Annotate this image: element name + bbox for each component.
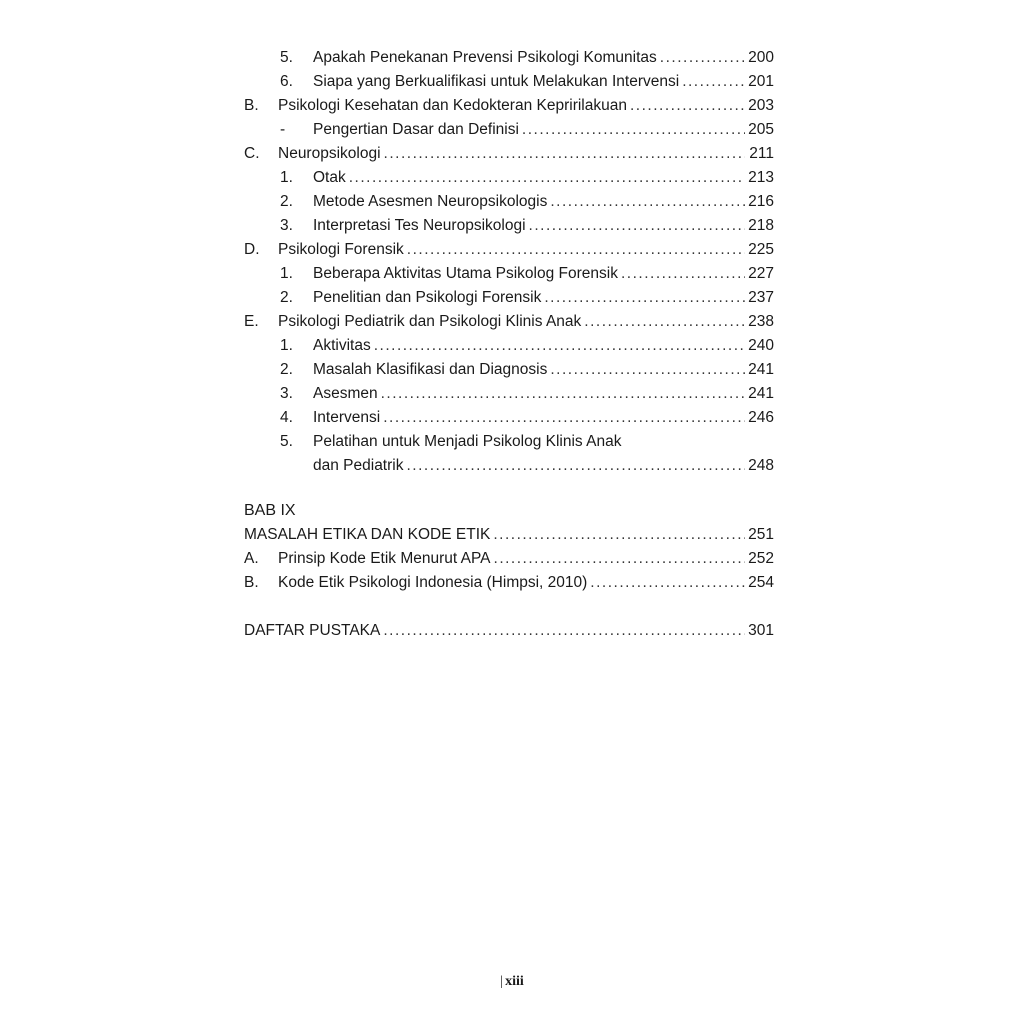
toc-entry-page: 218 [745,214,774,238]
toc-entry [244,286,774,310]
toc-entry-title: Metode Asesmen Neuropsikologis [313,190,550,214]
toc-dot-leader [544,286,745,310]
toc-entry-number: 4. [280,409,293,426]
toc-entry-number: 5. [280,433,293,450]
toc-entry-title: Otak [313,166,349,190]
toc-entry [244,454,774,478]
toc-entry-line [313,214,774,238]
toc-entry-page: 213 [745,166,774,190]
toc-entry-line [313,358,774,382]
toc-entry-title: Masalah Klasifikasi dan Diagnosis [313,358,550,382]
page-number-roman: xiii [505,974,524,989]
toc-dot-leader [660,46,745,70]
toc-entry-title: Interpretasi Tes Neuropsikologi [313,214,529,238]
toc-dot-leader [584,310,745,334]
toc-entry-page: 252 [745,547,774,571]
toc-entry-page: 216 [745,190,774,214]
toc-entry-page: 248 [745,454,774,478]
toc-entry-number: 1. [280,169,293,186]
toc-entry-page: 200 [745,46,774,70]
toc-entry [244,547,774,571]
toc-entry-number: E. [244,313,259,330]
toc-entry-number: 1. [280,265,293,282]
toc-entry-number: 3. [280,385,293,402]
toc-dot-leader [682,70,745,94]
toc-entry-line [278,310,774,334]
toc-entry-title: Beberapa Aktivitas Utama Psikolog Forensik [313,262,621,286]
toc-dot-leader [406,454,745,478]
toc-dot-leader [407,238,745,262]
toc-entry-title: Siapa yang Berkualifikasi untuk Melakukan Intervensi [313,70,682,94]
toc-entry-page: 251 [745,523,774,547]
toc-entry [244,238,774,262]
toc-entry-title: Intervensi [313,406,383,430]
toc-entry [244,358,774,382]
toc-entry [244,142,774,166]
toc-entry-line [244,523,774,547]
toc-entry [244,262,774,286]
toc-entry-number: - [280,121,286,138]
toc-entry-number: 2. [280,361,293,378]
toc-entry-line [313,406,774,430]
toc-entry-title: DAFTAR PUSTAKA [244,619,383,643]
toc-entry [244,334,774,358]
toc-entry-page: 205 [745,118,774,142]
toc-dot-leader [529,214,745,238]
toc-dot-leader [349,166,745,190]
toc-entry-page: 301 [745,619,774,643]
toc-entry-page: 211 [745,142,774,166]
toc-entry-line [313,382,774,406]
toc-entry-page: 227 [745,262,774,286]
toc-entry [244,523,774,547]
toc-dot-leader [630,94,745,118]
toc-dot-leader [383,619,745,643]
toc-entry-title: Kode Etik Psikologi Indonesia (Himpsi, 2010) [278,571,590,595]
toc-dot-leader [621,262,745,286]
toc-entry [244,70,774,94]
toc-dot-leader [493,523,745,547]
toc-dot-leader [550,190,745,214]
toc-entry-page: 241 [745,358,774,382]
toc-entry [244,430,774,454]
toc-entry-title: Psikologi Forensik [278,238,407,262]
toc-dot-leader [550,358,745,382]
toc-entry [244,382,774,406]
toc-entry-title: Apakah Penekanan Prevensi Psikologi Komunitas [313,46,660,70]
toc-entry-number: 5. [280,49,293,66]
toc-entry-line [244,619,774,643]
toc-dot-leader [522,118,745,142]
toc-entry-number: C. [244,145,260,162]
toc-entry-page: 203 [745,94,774,118]
toc-entry [244,46,774,70]
toc-dot-leader [384,142,745,166]
toc-entry-line [313,46,774,70]
toc-bibliography-section [244,619,774,643]
toc-entry-page: 201 [745,70,774,94]
toc-entry-line [313,70,774,94]
toc-entry-title: Psikologi Pediatrik dan Psikologi Klinis Anak [278,310,584,334]
toc-entry-number: 6. [280,73,293,90]
toc-entry-page: 237 [745,286,774,310]
toc-entry-line [313,334,774,358]
toc-entry-line [313,166,774,190]
toc-entry-page: 225 [745,238,774,262]
toc-entry [244,166,774,190]
toc-entry-title: Asesmen [313,382,381,406]
toc-entry-line [278,571,774,595]
toc-dot-leader [374,334,745,358]
toc-entry-page: 246 [745,406,774,430]
toc-entry-title: Neuropsikologi [278,142,384,166]
toc-entry [244,406,774,430]
toc-entry-number: 2. [280,289,293,306]
toc-entry-page: 241 [745,382,774,406]
toc-entry-title: Psikologi Kesehatan dan Kedokteran Kepririlakuan [278,94,630,118]
toc-entry-number: B. [244,574,259,591]
toc-entry-line [278,547,774,571]
toc-entry-title: Prinsip Kode Etik Menurut APA [278,547,494,571]
toc-entry-line [313,262,774,286]
toc-entry-line [278,142,774,166]
toc-entry-number: B. [244,97,259,114]
toc-entry-page: 238 [745,310,774,334]
toc-entry [244,214,774,238]
toc-entry-title: MASALAH ETIKA DAN KODE ETIK [244,523,493,547]
toc-entry-line [313,286,774,310]
toc-entry-line [313,454,774,478]
toc-dot-leader [494,547,745,571]
toc-entry-number: 2. [280,193,293,210]
toc-entry-line [313,118,774,142]
toc-entry-line [278,238,774,262]
toc-entry-line [313,430,624,454]
toc-entry-page: 240 [745,334,774,358]
toc-entry-number: 1. [280,337,293,354]
toc-entry [244,571,774,595]
page-number [0,974,1024,990]
toc-chapter-section [244,523,774,595]
toc-entry [244,118,774,142]
toc-entry [244,310,774,334]
toc-entry [244,190,774,214]
toc-entry-line [278,94,774,118]
toc-entry-title: Pelatihan untuk Menjadi Psikolog Klinis Anak [313,430,624,454]
toc-entry [244,619,774,643]
toc-top-section [244,46,774,478]
toc-entry-title: dan Pediatrik [313,454,406,478]
toc-entry-title: Pengertian Dasar dan Definisi [313,118,522,142]
toc-dot-leader [590,571,745,595]
chapter-heading: BAB IX [244,502,296,519]
toc-entry-title: Aktivitas [313,334,374,358]
toc-dot-leader [383,406,745,430]
toc-entry-number: A. [244,550,259,567]
toc-dot-leader [381,382,745,406]
toc-entry-number: D. [244,241,260,258]
page-number-bar: | [500,974,504,989]
toc-entry-line [313,190,774,214]
toc-entry-title: Penelitian dan Psikologi Forensik [313,286,544,310]
toc-entry [244,94,774,118]
toc-entry-number: 3. [280,217,293,234]
toc-entry-page: 254 [745,571,774,595]
